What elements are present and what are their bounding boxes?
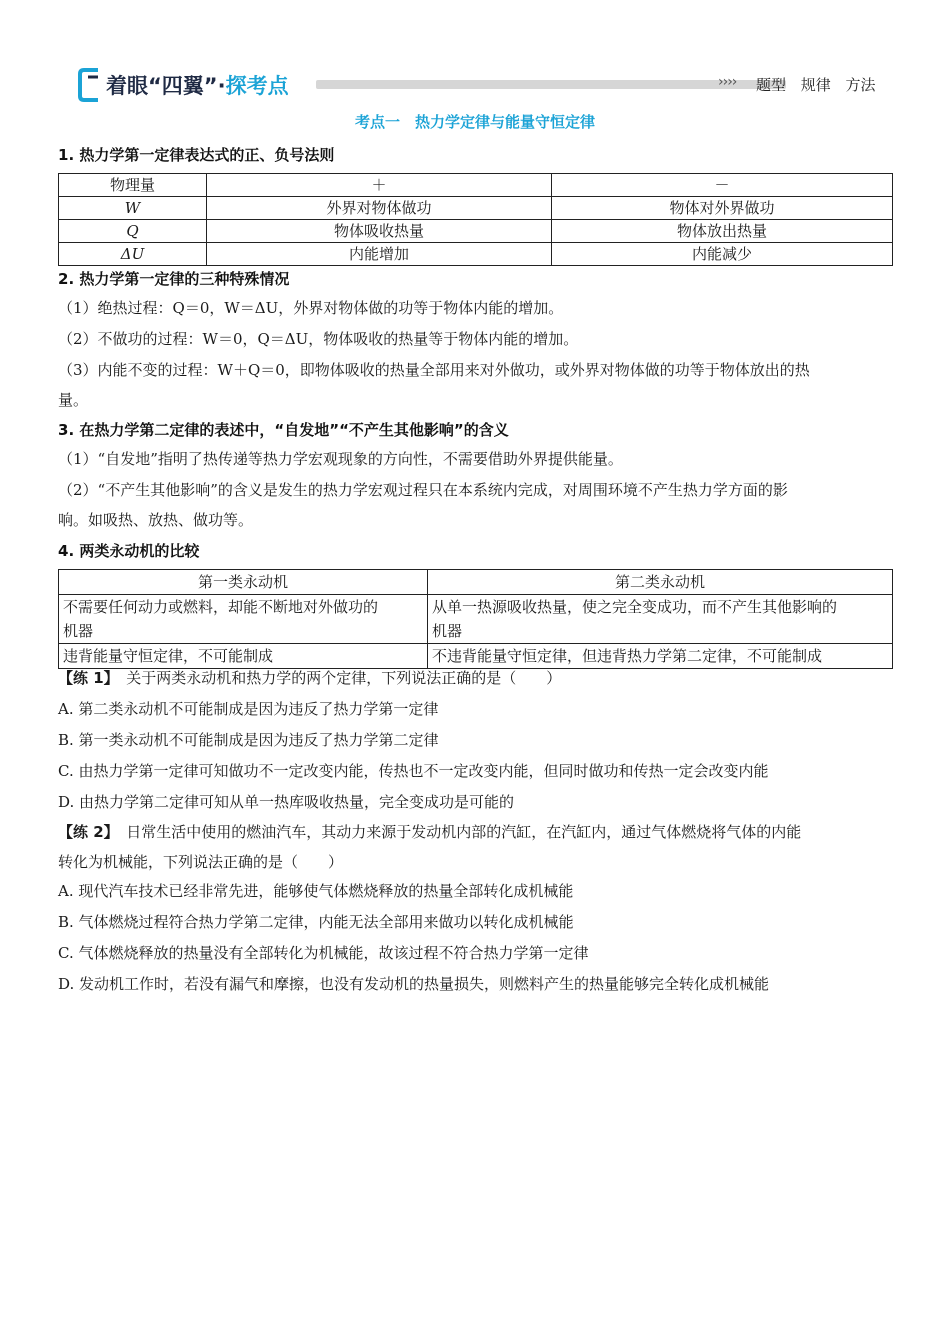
table-cell: 内能增加 xyxy=(207,243,552,266)
heading-1-text: . 热力学第一定律表达式的正、负号法则 xyxy=(68,146,335,164)
table-row xyxy=(59,220,893,243)
banner-divider-bar xyxy=(316,80,786,89)
exercise-2-option-d: D. 发动机工作时，若没有漏气和摩擦，也没有发动机的热量损失，则燃料产生的热量能够完全转化成机械能 xyxy=(58,975,770,993)
banner-title-part1: 着眼“四翼”· xyxy=(106,74,226,98)
heading-2-text: . 热力学第一定律的三种特殊情况 xyxy=(68,270,290,288)
exercise-1-label: 【练 1】 xyxy=(58,669,112,687)
quantity-symbol: W xyxy=(124,199,141,217)
perpetual-motion-table xyxy=(58,569,893,669)
heading-3-text: . 在热力学第二定律的表述中，“自发地”“不产生其他影响”的含义 xyxy=(68,421,509,439)
table-header-cell: 第二类永动机 xyxy=(428,570,893,595)
paragraph: （1）“自发地”指明了热传递等热力学宏观现象的方向性，不需要借助外界提供能量。 xyxy=(58,450,623,468)
paragraph: （2）不做功的过程：W＝0，Q＝ΔU，物体吸收的热量等于物体内能的增加。 xyxy=(58,330,579,348)
heading-2 xyxy=(58,268,289,289)
table-cell: 不违背能量守恒定律，但违背热力学第二定律，不可能制成 xyxy=(428,644,893,669)
exercise-2-label: 【练 2】 xyxy=(58,823,112,841)
section-banner xyxy=(78,66,878,106)
heading-2-number: 2 xyxy=(58,270,69,288)
table-header-row xyxy=(59,570,893,595)
table-cell: 物体放出热量 xyxy=(552,220,893,243)
banner-title xyxy=(106,70,289,100)
section-title: 考点一 热力学定律与能量守恒定律 xyxy=(354,113,595,131)
table-header-cell: ＋ xyxy=(207,174,552,197)
table-header-row xyxy=(59,174,893,197)
table-cell: 内能减少 xyxy=(552,243,893,266)
table-cell: 物体对外界做功 xyxy=(552,197,893,220)
exercise-1-question: 关于两类永动机和热力学的两个定律，下列说法正确的是（ ） xyxy=(126,669,562,687)
exercise-1-option-a: A. 第二类永动机不可能制成是因为违反了热力学第一定律 xyxy=(58,700,439,718)
exercise-2-question: 日常生活中使用的燃油汽车，其动力来源于发动机内部的汽缸，在汽缸内，通过气体燃烧将气体的内能 xyxy=(126,823,802,841)
paragraph: （2）“不产生其他影响”的含义是发生的热力学宏观过程只在本系统内完成，对周围环境不产生热力学方面的影 xyxy=(58,481,788,499)
paragraph: （3）内能不变的过程：W＋Q＝0，即物体吸收的热量全部用来对外做功，或外界对物体做的功等于物体放出的热 xyxy=(58,361,810,379)
table-row xyxy=(59,197,893,220)
cell-line: 机器 xyxy=(63,622,94,640)
exercise-2-stem xyxy=(58,817,892,848)
banner-title-part2: 探考点 xyxy=(225,74,289,98)
sign-rule-table xyxy=(58,173,893,266)
exercise-1-stem xyxy=(58,663,892,694)
table-cell xyxy=(59,243,207,266)
exercise-2-option-b: B. 气体燃烧过程符合热力学第二定律，内能无法全部用来做功以转化成机械能 xyxy=(58,913,574,931)
table-cell: 违背能量守恒定律，不可能制成 xyxy=(59,644,428,669)
paragraph: 量。 xyxy=(58,391,89,409)
quantity-symbol: Q xyxy=(126,222,139,240)
exercise-2-stem-cont: 转化为机械能，下列说法正确的是（ ） xyxy=(58,853,344,871)
table-row xyxy=(59,243,893,266)
paragraph: （1）绝热过程：Q＝0，W＝ΔU，外界对物体做的功等于物体内能的增加。 xyxy=(58,299,564,317)
table-header-cell: － xyxy=(552,174,893,197)
paragraph: 响。如吸热、放热、做功等。 xyxy=(58,511,254,529)
table-cell xyxy=(59,595,428,644)
heading-4-text: . 两类永动机的比较 xyxy=(68,542,200,560)
quantity-symbol: ΔU xyxy=(120,245,145,263)
chevrons-icon: ›››› xyxy=(718,74,737,90)
cell-line: 不需要任何动力或燃料，却能不断地对外做功的 xyxy=(63,598,379,616)
bracket-logo-icon xyxy=(78,68,102,102)
heading-4-number: 4 xyxy=(58,542,69,560)
table-row xyxy=(59,595,893,644)
heading-3 xyxy=(58,419,509,440)
exercise-2-option-a: A. 现代汽车技术已经非常先进，能够使气体燃烧释放的热量全部转化成机械能 xyxy=(58,882,574,900)
table-cell xyxy=(59,220,207,243)
exercise-1-option-b: B. 第一类永动机不可能制成是因为违反了热力学第二定律 xyxy=(58,731,439,749)
table-cell: 外界对物体做功 xyxy=(207,197,552,220)
heading-3-number: 3 xyxy=(58,421,69,439)
heading-4 xyxy=(58,540,199,561)
table-cell: 物体吸收热量 xyxy=(207,220,552,243)
table-cell xyxy=(428,595,893,644)
cell-line: 机器 xyxy=(432,622,463,640)
heading-1-number: 1 xyxy=(58,146,69,164)
table-header-cell: 物理量 xyxy=(59,174,207,197)
exercise-2-option-c: C. 气体燃烧释放的热量没有全部转化为机械能，故该过程不符合热力学第一定律 xyxy=(58,944,589,962)
exercise-1-option-d: D. 由热力学第二定律可知从单一热库吸收热量，完全变成功是可能的 xyxy=(58,793,515,811)
heading-1 xyxy=(58,144,334,165)
banner-tags: 题型 规律 方法 xyxy=(756,76,876,94)
exercise-1-option-c: C. 由热力学第一定律可知做功不一定改变内能，传热也不一定改变内能，但同时做功和传热一定会改变内能 xyxy=(58,762,769,780)
table-cell xyxy=(59,197,207,220)
table-header-cell: 第一类永动机 xyxy=(59,570,428,595)
cell-line: 从单一热源吸收热量，使之完全变成功，而不产生其他影响的 xyxy=(432,598,838,616)
